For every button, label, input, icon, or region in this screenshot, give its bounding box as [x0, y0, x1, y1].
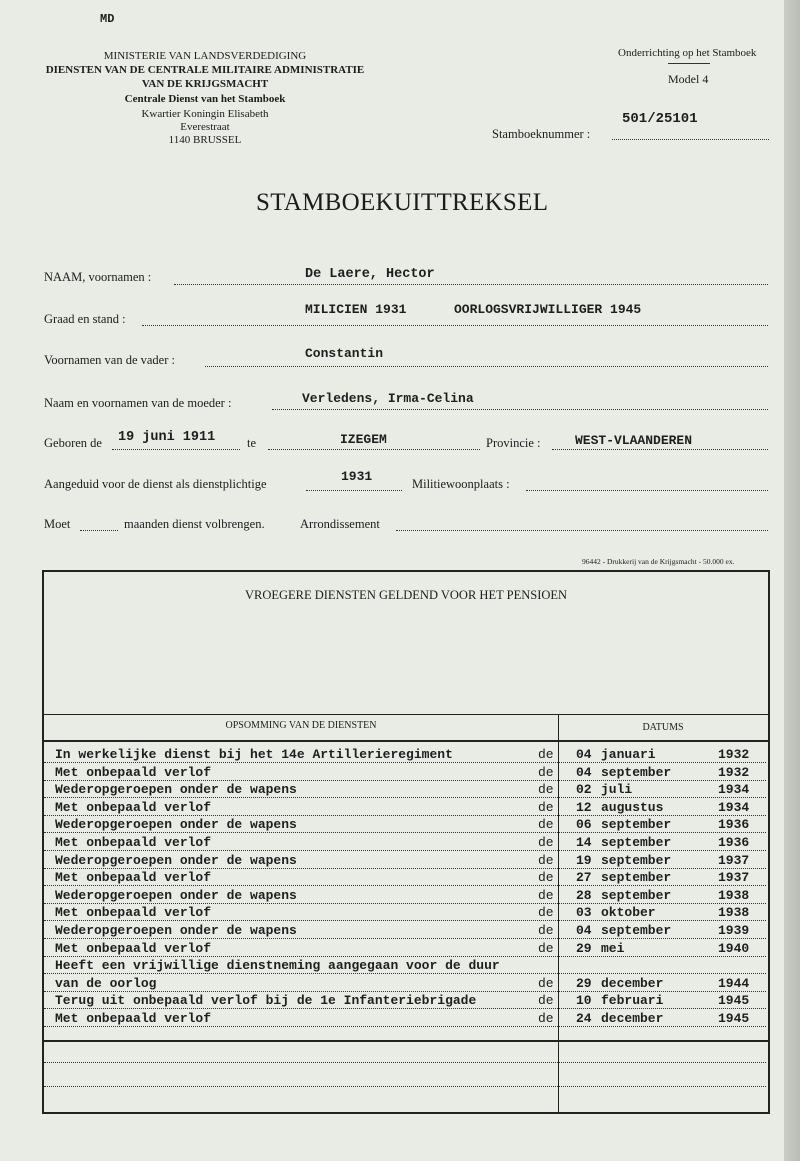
service-month: januari [601, 747, 656, 762]
service-day: 04 [576, 765, 592, 780]
service-de: de [538, 941, 554, 956]
naam-label: NAAM, voornamen : [44, 270, 152, 284]
service-row-line [44, 938, 766, 939]
model-label: Model 4 [668, 72, 709, 86]
service-month: februari [601, 993, 664, 1008]
aangeduid-label: Aangeduid voor de dienst als dienstplichtige [44, 477, 267, 491]
service-year: 1944 [718, 976, 750, 991]
service-month: september [601, 870, 672, 885]
moeder-label: Naam en voornamen van de moeder : [44, 396, 232, 410]
corner-mark: MD [100, 12, 115, 26]
moeder-dots [272, 409, 768, 410]
service-text: Met onbepaald verlof [55, 941, 212, 956]
page-title: STAMBOEKUITTREKSEL [256, 189, 549, 216]
service-de: de [538, 993, 554, 1008]
service-day: 24 [576, 1011, 592, 1026]
moet-dots [80, 530, 118, 531]
graad-dots [142, 325, 768, 326]
service-text: Terug uit onbepaald verlof bij de 1e Infanteriebrigade [55, 993, 477, 1008]
vader-dots [205, 366, 768, 367]
graad-value-2: OORLOGSVRIJWILLIGER 1945 [454, 302, 642, 317]
provincie-label: Provincie : [486, 436, 541, 450]
service-row-line [44, 868, 766, 869]
service-de: de [538, 782, 554, 797]
te-dots [268, 449, 480, 450]
service-year: 1945 [718, 993, 750, 1008]
service-text: Met onbepaald verlof [55, 835, 212, 850]
header-army: VAN DE KRIJGSMACHT [141, 78, 269, 90]
service-year: 1932 [718, 747, 750, 762]
service-row-line [44, 780, 766, 781]
blank-row-line [44, 1086, 766, 1087]
header-service: Centrale Dienst van het Stamboek [124, 93, 286, 105]
service-text: Met onbepaald verlof [55, 1011, 212, 1026]
service-day: 27 [576, 870, 592, 885]
service-day: 29 [576, 941, 592, 956]
printer-note: 96442 - Drukkerij van de Krijgsmacht - 50.000 ex. [582, 557, 735, 566]
service-de: de [538, 976, 554, 991]
service-row-line [44, 762, 766, 763]
aangeduid-dots [306, 490, 402, 491]
stamboek-dots [612, 139, 769, 140]
service-month: september [601, 765, 672, 780]
table-header-line [44, 714, 768, 715]
service-row-line [44, 815, 766, 816]
service-row-line [44, 973, 766, 974]
service-text: van de oorlog [55, 976, 157, 991]
service-month: december [601, 976, 664, 991]
service-year: 1934 [718, 800, 750, 815]
service-de: de [538, 923, 554, 938]
service-year: 1936 [718, 835, 750, 850]
service-de: de [538, 888, 554, 903]
header-city: 1140 BRUSSEL [168, 134, 242, 146]
col-dates-header: DATUMS [642, 722, 684, 733]
stamboek-label: Stamboeknummer : [492, 127, 591, 141]
service-month: augustus [601, 800, 664, 815]
service-day: 10 [576, 993, 592, 1008]
service-row-line [44, 1026, 766, 1027]
service-day: 03 [576, 905, 592, 920]
service-de: de [538, 817, 554, 832]
instruction-label: Onderrichting op het Stamboek [618, 47, 757, 59]
service-de: de [538, 1011, 554, 1026]
service-year: 1936 [718, 817, 750, 832]
geboren-value: 19 juni 1911 [118, 430, 216, 445]
arrondissement-dots [396, 530, 768, 531]
service-year: 1932 [718, 765, 750, 780]
militie-label: Militiewoonplaats : [412, 477, 510, 491]
service-text: Wederopgeroepen onder de wapens [55, 888, 297, 903]
moet-label: Moet [44, 517, 71, 531]
service-text: Met onbepaald verlof [55, 870, 212, 885]
page-edge [784, 0, 800, 1161]
table-subheader-line [44, 740, 768, 742]
service-month: september [601, 923, 672, 938]
militie-dots [526, 490, 768, 491]
service-month: september [601, 853, 672, 868]
service-text: Met onbepaald verlof [55, 800, 212, 815]
col-services-header: OPSOMMING VAN DE DIENSTEN [225, 720, 377, 731]
service-row-line [44, 920, 766, 921]
service-text: Wederopgeroepen onder de wapens [55, 853, 297, 868]
moeder-value: Verledens, Irma-Celina [302, 391, 474, 406]
service-text: Wederopgeroepen onder de wapens [55, 923, 297, 938]
vader-value: Constantin [305, 346, 384, 361]
service-row-line [44, 885, 766, 886]
aangeduid-value: 1931 [341, 469, 373, 484]
service-row-line [44, 903, 766, 904]
service-de: de [538, 765, 554, 780]
geboren-label: Geboren de [44, 436, 102, 450]
naam-dots [174, 284, 768, 285]
service-text: Met onbepaald verlof [55, 765, 212, 780]
service-month: december [601, 1011, 664, 1026]
service-month: september [601, 835, 672, 850]
service-month: juli [601, 782, 633, 797]
service-day: 19 [576, 853, 592, 868]
service-de: de [538, 905, 554, 920]
services-title: VROEGERE DIENSTEN GELDEND VOOR HET PENSIOEN [244, 588, 568, 602]
service-day: 02 [576, 782, 592, 797]
service-month: september [601, 817, 672, 832]
geboren-dots [112, 449, 240, 450]
header-street: Everestraat [180, 121, 230, 133]
table-column-divider [558, 714, 559, 1112]
model-rule [668, 63, 710, 64]
service-de: de [538, 800, 554, 815]
service-day: 04 [576, 747, 592, 762]
service-row-line [44, 991, 766, 992]
service-month: september [601, 888, 672, 903]
naam-value: De Laere, Hector [305, 267, 435, 282]
service-text: Heeft een vrijwillige dienstneming aangegaan voor de duur [55, 958, 500, 973]
service-de: de [538, 853, 554, 868]
stamboek-value: 501/25101 [622, 111, 698, 127]
header-department: DIENSTEN VAN DE CENTRALE MILITAIRE ADMINISTRATIE [45, 64, 365, 76]
service-row-line [44, 956, 766, 957]
provincie-dots [552, 449, 768, 450]
service-year: 1937 [718, 853, 750, 868]
service-row-line [44, 832, 766, 833]
service-text: Wederopgeroepen onder de wapens [55, 782, 297, 797]
service-month: mei [601, 941, 625, 956]
service-de: de [538, 747, 554, 762]
service-year: 1940 [718, 941, 750, 956]
service-text: Met onbepaald verlof [55, 905, 212, 920]
service-day: 14 [576, 835, 592, 850]
service-year: 1937 [718, 870, 750, 885]
vader-label: Voornamen van de vader : [44, 353, 175, 367]
service-text: Wederopgeroepen onder de wapens [55, 817, 297, 832]
service-day: 29 [576, 976, 592, 991]
service-row-line [44, 1008, 766, 1009]
graad-label: Graad en stand : [44, 312, 126, 326]
header-ministry: MINISTERIE VAN LANDSVERDEDIGING [103, 50, 307, 62]
service-year: 1945 [718, 1011, 750, 1026]
service-day: 12 [576, 800, 592, 815]
service-year: 1938 [718, 905, 750, 920]
service-year: 1934 [718, 782, 750, 797]
graad-value-1: MILICIEN 1931 [305, 302, 407, 317]
service-row-line [44, 797, 766, 798]
service-year: 1939 [718, 923, 750, 938]
te-value: IZEGEM [340, 432, 387, 447]
service-day: 28 [576, 888, 592, 903]
arrondissement-label: Arrondissement [300, 517, 380, 531]
table-end-line [44, 1040, 768, 1042]
blank-row-line [44, 1062, 766, 1063]
maanden-label: maanden dienst volbrengen. [124, 517, 265, 531]
service-day: 04 [576, 923, 592, 938]
service-de: de [538, 835, 554, 850]
service-day: 06 [576, 817, 592, 832]
service-year: 1938 [718, 888, 750, 903]
service-de: de [538, 870, 554, 885]
provincie-value: WEST-VLAANDEREN [575, 433, 693, 448]
service-text: In werkelijke dienst bij het 14e Artillerieregiment [55, 747, 453, 762]
te-label: te [247, 436, 257, 450]
header-quarter: Kwartier Koningin Elisabeth [141, 108, 269, 120]
service-month: oktober [601, 905, 656, 920]
service-row-line [44, 850, 766, 851]
